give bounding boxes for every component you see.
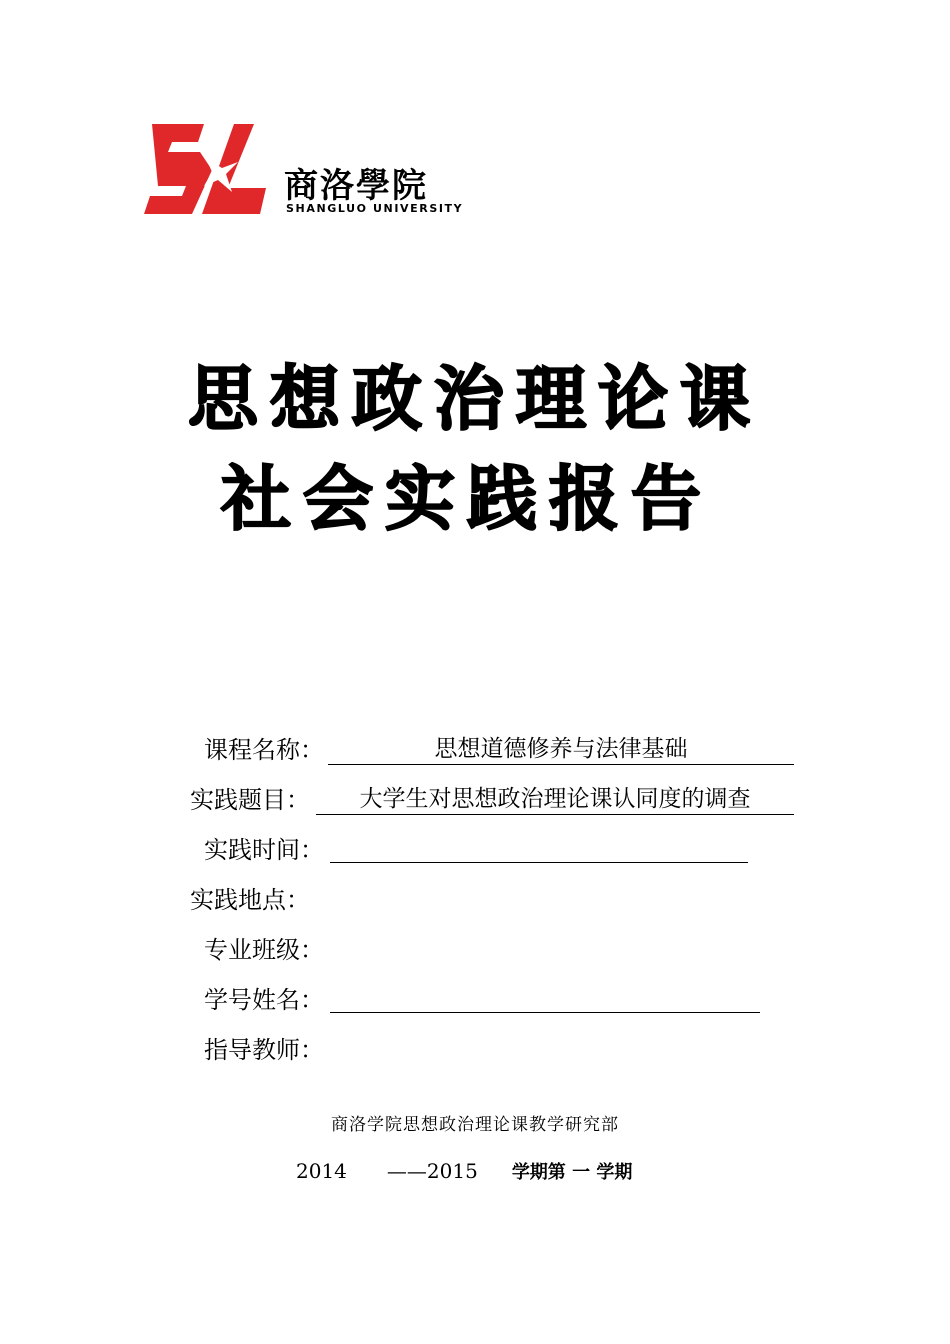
field-instructor [204, 1032, 604, 1068]
field-label: 专业班级： [204, 936, 324, 964]
field-label: 实践题目： [190, 786, 310, 814]
field-value-line[interactable] [330, 982, 760, 1013]
logo-english-name: SHANGLUO UNIVERSITY [286, 202, 464, 215]
semester-label: 学期第 一 学期 [511, 1162, 633, 1183]
department-name: 商洛学院思想政治理论课教学研究部 [331, 1115, 619, 1135]
field-label: 指导教师： [204, 1036, 324, 1064]
field-practice-location [190, 882, 590, 918]
logo-chinese-name: 商洛學院 [284, 166, 428, 206]
field-practice-topic [190, 782, 800, 818]
field-label: 课程名称： [204, 736, 324, 764]
field-major-class [204, 932, 604, 968]
field-student-id-name [204, 982, 774, 1018]
field-value-line[interactable]: 大学生对思想政治理论课认同度的调查 [316, 784, 794, 815]
title-line-2: 社会实践报告 [221, 458, 713, 540]
sl-logo-icon [142, 122, 270, 218]
year-end: ——2015 [386, 1159, 478, 1183]
field-course-name [204, 732, 804, 768]
title-line-1: 思想政治理论课 [188, 358, 762, 440]
field-label: 学号姓名： [204, 986, 324, 1014]
year-start: 2014 [296, 1159, 347, 1183]
field-practice-time [204, 832, 764, 868]
university-logo [142, 122, 464, 218]
field-value-line[interactable]: 思想道德修养与法律基础 [328, 734, 794, 765]
academic-term [296, 1158, 632, 1184]
field-label: 实践地点： [190, 886, 310, 914]
field-label: 实践时间： [204, 836, 324, 864]
field-value-line[interactable] [330, 832, 748, 863]
